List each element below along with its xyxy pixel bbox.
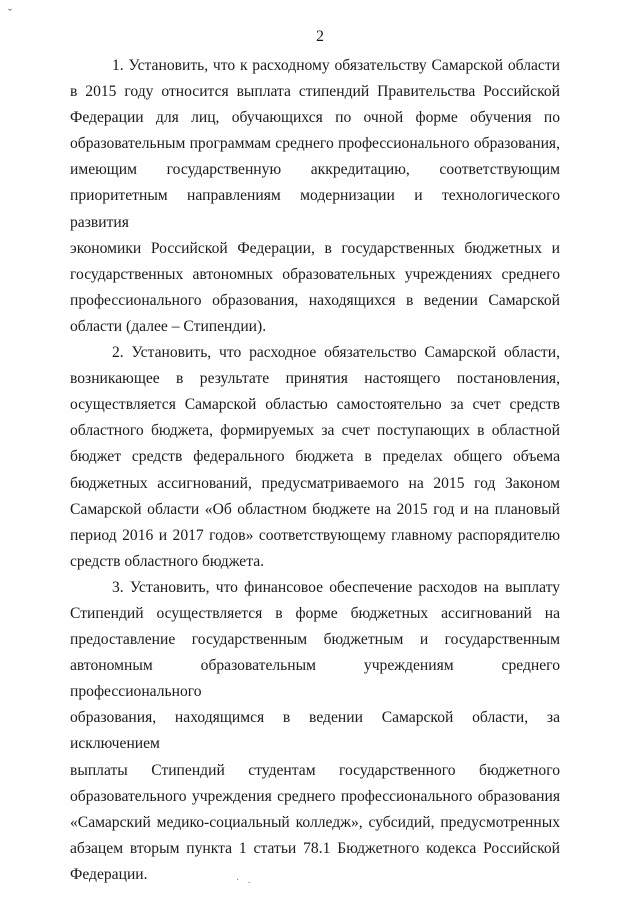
text-line: предоставление государственным бюджетным и государственным: [70, 631, 560, 649]
text-line: профессионального образования, находящихся в ведении Самарской: [70, 291, 560, 309]
text-line: 1. Установить, что к расходному обязательству Самарской области: [112, 57, 560, 74]
text-line: 3. Установить, что финансовое обеспечение расходов на выплату: [112, 578, 560, 596]
text-line: образовательным программам среднего профессионального образования,: [70, 135, 560, 153]
text-line: Федерации.: [70, 865, 148, 883]
text-line: Стипендий осуществляется в форме бюджетных ассигнований на: [70, 604, 560, 622]
text-line: области (далее – Стипендии).: [70, 317, 267, 335]
paragraph-1: [70, 53, 560, 340]
text-line: выплаты Стипендий студентам государственного бюджетного: [70, 761, 560, 779]
text-line: образовательного учреждения среднего профессионального образования: [70, 787, 560, 805]
text-line: областного бюджета, формируемых за счет поступающих в областной: [70, 422, 560, 440]
text-line: экономики Российской Федерации, в государственных бюджетных и: [70, 239, 560, 257]
text-line: бюджет средств федерального бюджета в пределах общего объема: [70, 448, 560, 466]
corner-mark: ˇ: [8, 6, 12, 20]
text-line: «Самарский медико-социальный колледж», субсидий, предусмотренных: [70, 813, 560, 831]
text-line: период 2016 и 2017 годов» соответствующему главному распорядителю: [70, 526, 560, 544]
text-line: осуществляется Самарской областью самостоятельно за счет средств: [70, 396, 560, 414]
text-line: возникающее в результате принятия настоящего постановления,: [70, 370, 560, 388]
text-line: средств областного бюджета.: [70, 552, 265, 570]
text-line: в 2015 году относится выплата стипендий Правительства Российской: [70, 83, 560, 101]
text-line: автономным образовательным учреждениям среднего профессионального: [70, 657, 560, 701]
text-line: Самарской области «Об областном бюджете на 2015 год и на плановый: [70, 500, 560, 518]
paragraph-3: [70, 575, 560, 888]
text-line: бюджетных ассигнований, предусматриваемого на 2015 год Законом: [70, 474, 560, 492]
page-number: 2: [316, 28, 324, 45]
paragraph-2: [70, 340, 560, 575]
text-line: Федерации для лиц, обучающихся по очной форме обучения по: [70, 109, 560, 127]
text-line: имеющим государственную аккредитацию, соответствующим: [70, 161, 560, 179]
bottom-marks: · .: [236, 875, 254, 886]
text-line: приоритетным направлениям модернизации и технологического развития: [70, 187, 560, 231]
text-line: образования, находящимся в ведении Самарской области, за исключением: [70, 709, 560, 753]
text-line: государственных автономных образовательных учреждениях среднего: [70, 265, 560, 283]
document-body: [70, 53, 560, 888]
text-line: абзацем вторым пункта 1 статьи 78.1 Бюджетного кодекса Российской: [70, 839, 560, 857]
text-line: 2. Установить, что расходное обязательство Самарской области,: [112, 344, 560, 362]
